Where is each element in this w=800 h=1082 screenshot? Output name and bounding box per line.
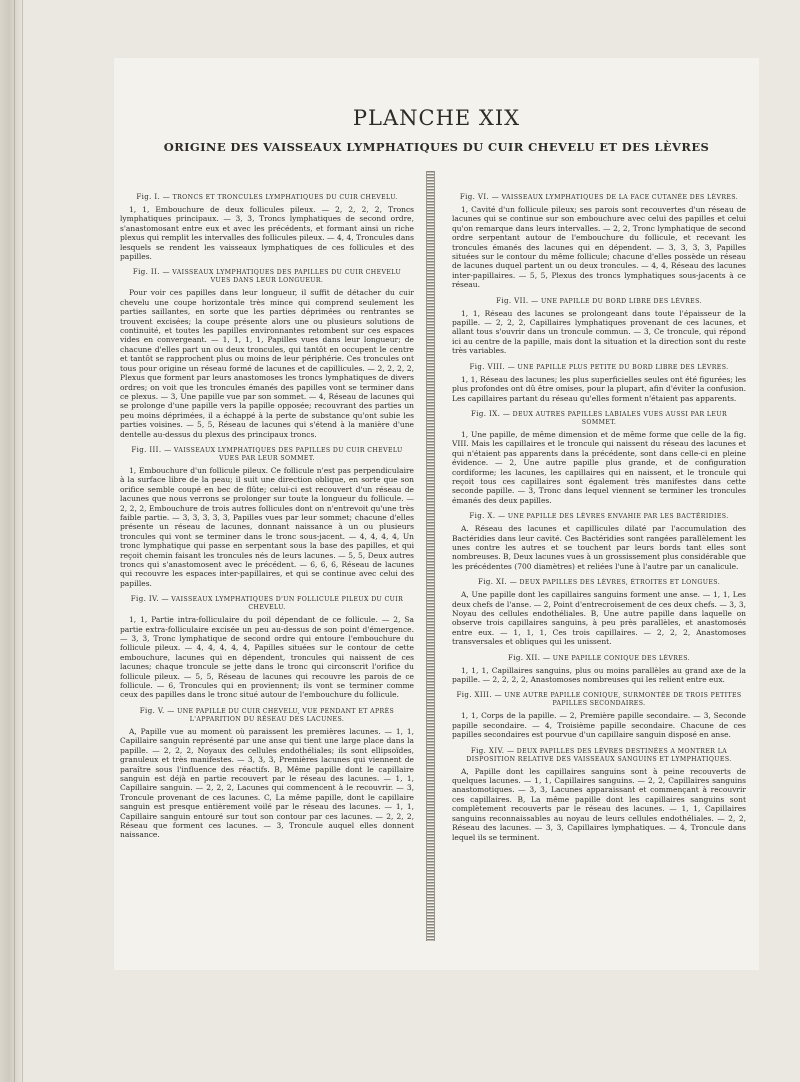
figure-heading xyxy=(124,446,410,463)
figure-description: A. Réseau des lacunes et capillicules dilaté par l'accumulation des Bactéridies dans leur cavité. Ces Bactéridies sont rangées parallèlement les unes contre les autres et se touchent par leurs bords tant elles sont nombreuses. B, Deux lacunes vues à un grossissement plus considérable que les précédentes (700 diamètres) et reliées l'une à l'autre par un canalicule. xyxy=(452,524,746,571)
figure-title: VAISSEAUX LYMPHATIQUES D'UN FOLLICULE PILEUX DU CUIR CHEVELU. xyxy=(171,596,404,612)
figure-description: A, Une papille dont les capillaires sanguins forment une anse. — 1, 1, Les deux chefs de l'anse. — 2, Point d'entrecroisement de ces deux chefs. — 3, 3, Noyau des cellules endothéliales. B, Une autre papille dans laquelle on observe trois capillaires sanguins, à peu près parallèles, et anastomosés entre eux. — 1, 1, 1, Ces trois capillaires. — 2, 2, 2, Anastomoses transversales et obliques qui les unissent. xyxy=(452,590,746,647)
figure-legend-section xyxy=(452,578,746,646)
figure-legend-section xyxy=(452,193,746,290)
figure-description: A, Papille dont les capillaires sanguins sont à peine recouverts de quelques lacunes. — 1, 1, Capillaires sanguins. — 2, 2, Capillaires sanguins anastomotiques. — 3, 3, Lacunes apparaissant et commençant à recouvrir ces capillaires. B, La même papille dont les capillaires sanguins sont complètement recouverts par le réseau des lacunes. — 1, 1, Capillaires sanguins reconnaissables au noyau de leurs cellules endothéliales. — 2, 2, Réseau des lacunes. — 3, 3, Capillaires lymphatiques. — 4, Troncule dans lequel ils se terminent. xyxy=(452,766,746,842)
figure-title: VAISSEAUX LYMPHATIQUES DE LA FACE CUTANÉE DES LÈVRES. xyxy=(501,194,739,201)
figure-title: TRONCS ET TRONCULES LYMPHATIQUES DU CUIR CHEVELU. xyxy=(172,194,398,201)
figure-title: UNE PAPILLE CONIQUE DES LÈVRES. xyxy=(552,654,691,662)
figure-number: Fig. VII. — xyxy=(496,296,539,305)
figure-legend-section xyxy=(452,410,746,505)
left-column xyxy=(120,193,414,968)
figure-number: Fig. XI. — xyxy=(477,578,518,587)
book-binding xyxy=(0,0,23,1082)
figure-description: Pour voir ces papilles dans leur longueur, il suffit de détacher du cuir chevelu une coupe horizontale très mince qui comprend seulement les parties saillantes, en sorte que les parties déprimées ou rentrantes se trouvent excisées; la coupe présente alors une ou plusieurs solutions de continuité, et toutes les papilles environnantes retombent sur ces espaces vides en convergeant. — 1, 1, 1, 1, Papilles vues dans leur longueur; de chacune d'elles part un ou deux troncules, qui tantôt en occupent le centre et tantôt se rapprochent plus ou moins de leur périphérie. Ces troncules ont tous pour origine un réseau formé de lacunes et de capillicules. — 2, 2, 2, 2, Plexus que forment par leurs anastomoses les troncs lymphatiques de divers ordres; on voit que les troncules émanés des papilles vont se terminer dans ce plexus. — 3, Une papille vue par son sommet. — 4, Réseau de lacunes qui se prolonge d'une papille vers la papille opposée; recouvrant des parties un peu moins déprimées, il a échappé à la perte de substance qu'ont subie les parties voisines. — 5, 5, Réseau de lacunes qui s'étend à la manière d'une dentelle au-dessus du plexus des principaux troncs. xyxy=(120,288,414,439)
figure-number: Fig. XIV. — xyxy=(470,746,515,755)
figure-description: 1, Cavité d'un follicule pileux; ses parois sont recouvertes d'un réseau de lacunes qui se continue sur son embouchure avec celui des papilles et celui qu'on remarque dans leurs intervalles. — 2, 2, Tronc lymphatique de second ordre serpentant autour de l'embouchure du follicule, et recevant les troncules émanés des lacunes qui en dépendent. — 3, 3, 3, 3, Papilles situées sur le contour du même follicule; chacune d'elles possède un réseau de lacunes duquel partent un ou deux troncules. — 4, 4, Réseau des lacunes inter-papillaires. — 5, 5, Plexus des troncs lymphatiques sous-jacents à ce réseau. xyxy=(452,205,746,290)
figure-title: DEUX PAPILLES DES LÈVRES DESTINÉES A MONTRER LA DISPOSITION RELATIVE DES VAISSEAUX SANGUINS ET LYMPHATIQUES. xyxy=(466,747,732,763)
figure-description: 1, Une papille, de même dimension et de même forme que celle de la fig. VIII. Mais les capillaires et le troncule qui naissent du réseau des lacunes et qui n'étaient pas apparents dans la précédente, sont dans celle-ci en pleine évidence. — 2, Une autre papille plus grande, et de configuration cordiforme; les lacunes, les capillaires qui en naissent, et le troncule qui reçoit tous ces capillaires sont également très manifestes dans cette seconde papille. — 3, Tronc dans lequel viennent se terminer les troncules émanés des deux papilles. xyxy=(452,429,746,505)
figure-legend-section xyxy=(452,747,746,842)
figure-number: Fig. II. — xyxy=(132,268,170,277)
page-subtitle: ORIGINE DES VAISSEAUX LYMPHATIQUES DU CUIR CHEVELU ET DES LÈVRES xyxy=(163,140,710,154)
figure-heading xyxy=(456,747,742,764)
figure-heading xyxy=(124,268,410,285)
figure-number: Fig. V. — xyxy=(139,706,175,715)
figure-description: 1, 1, Embouchure de deux follicules pileux. — 2, 2, 2, 2, Troncs lymphatiques principaux. — 3, 3, Troncs lymphatiques de second ordre, s'anastomosant entre eux et avec les précédents, et formant ainsi un riche plexus qui remplit les intervalles des follicules pileux. — 4, 4, Troncules dans lesquels se rendent les vaisseaux lymphatiques de ces follicules et des papilles. xyxy=(120,205,414,262)
figure-number: Fig. IV. — xyxy=(130,595,169,604)
figure-description: 1, 1, Réseau des lacunes; les plus superficielles seules ont été figurées; les plus profondes ont dû être omises, pour la plupart, afin d'éviter la confusion. Les capillaires partant du réseau qu'elles forment n'étaient pas apparents. xyxy=(452,374,746,403)
figure-title: UNE AUTRE PAPILLE CONIQUE, SURMONTÉE DE TROIS PETITES PAPILLES SECONDAIRES. xyxy=(504,692,742,708)
figure-heading xyxy=(456,512,742,521)
figure-legend-section xyxy=(452,691,746,739)
figure-description: 1, Embouchure d'un follicule pileux. Ce follicule n'est pas perpendiculaire à la surface libre de la peau; il suit une direction oblique, en sorte que son orifice semble coupé en bec de flûte; celui-ci est recouvert d'un réseau de lacunes que nous verrons se prolonger sur toute la longueur du follicule. — 2, 2, 2, Embouchure de trois autres follicules dont on n'entrevoit qu'une très faible partie. — 3, 3, 3, 3, 3, Papilles vues par leur sommet; chacune d'elles présente un réseau de lacunes, donnant naissance à un ou plusieurs troncules qui vont se terminer dans le tronc sous-jacent. — 4, 4, 4, 4, Un tronc lymphatique qui passe en serpentant sous la base des papilles, et qui reçoit chemin faisant les troncules nés de leurs lacunes. — 5, 5, Deux autres troncs qui s'anastomosent avec le précédent. — 6, 6, 6, Réseau de lacunes qui recouvre les espaces inter-papillaires, et qui se continue avec celui des papilles. xyxy=(120,465,414,588)
figure-legend-section xyxy=(452,654,746,685)
figure-number: Fig. VIII. — xyxy=(469,362,516,371)
figure-legend-section xyxy=(120,595,414,700)
figure-heading xyxy=(456,654,742,663)
figure-heading xyxy=(124,193,410,202)
figure-title: VAISSEAUX LYMPHATIQUES DES PAPILLES DU CUIR CHEVELU VUES PAR LEUR SOMMET. xyxy=(173,446,403,462)
figure-legend-section xyxy=(120,446,414,588)
figure-legend-section xyxy=(120,193,414,261)
figure-number: Fig. IX. — xyxy=(471,409,511,418)
figure-description: 1, 1, Partie intra-folliculaire du poil dépendant de ce follicule. — 2, Sa partie extra-folliculaire excisée un peu au-dessus de son point d'émergence. — 3, 3, Tronc lymphatique de second ordre qui entoure l'embouchure du follicule pileux. — 4, 4, 4, 4, 4, Papilles situées sur le contour de cette embouchure, lacunes qui en dépendent, troncules qui naissent de ces lacunes; chaque troncule se jette dans le tronc qui circonscrit l'orifice du follicule pileux. — 5, 5, Réseau de lacunes qui recouvre les parois de ce follicule. — 6, Troncules qui en proviennent; ils vont se terminer comme ceux des papilles dans le tronc situé autour de l'embouchure du follicule. xyxy=(120,615,414,700)
figure-heading xyxy=(456,363,742,372)
figure-number: Fig. X. — xyxy=(469,512,506,521)
figure-legend-section xyxy=(452,512,746,571)
figure-number: Fig. XII. — xyxy=(507,653,551,662)
figure-legend-section xyxy=(120,268,414,439)
figure-heading xyxy=(456,297,742,306)
figure-heading xyxy=(456,193,742,202)
figure-heading xyxy=(456,691,742,708)
figure-legend-section xyxy=(120,707,414,840)
figure-title: UNE PAPILLE DES LÈVRES ENVAHIE PAR LES BACTÉRIDIES. xyxy=(507,513,729,521)
right-column xyxy=(452,193,746,968)
figure-heading xyxy=(124,707,410,724)
figure-title: VAISSEAUX LYMPHATIQUES DES PAPILLES DU CUIR CHEVELU VUES DANS LEUR LONGUEUR. xyxy=(172,269,402,285)
figure-description: 1, 1, Corps de la papille. — 2, Première papille secondaire. — 3, Seconde papille secondaire. — 4, Troisième papille secondaire. Chacune de ces papilles secondaires est pourvue d'un capillaire sanguin disposé en anse. xyxy=(452,711,746,740)
figure-heading xyxy=(124,595,410,612)
figure-legend-section xyxy=(452,363,746,403)
figure-description: 1, 1, 1, Capillaires sanguins, plus ou moins parallèles au grand axe de la papille. — 2, 2, 2, 2, Anastomoses nombreuses qui les relient entre eux. xyxy=(452,665,746,685)
figure-title: UNE PAPILLE DU BORD LIBRE DES LÈVRES. xyxy=(540,297,702,305)
figure-title: UNE PAPILLE DU CUIR CHEVELU, VUE PENDANT ET APRÈS L'APPARITION DU RÉSEAU DES LACUNES. xyxy=(177,707,395,723)
figure-legend-section xyxy=(452,297,746,356)
figure-heading xyxy=(456,410,742,427)
figure-description: A, Papille vue au moment où paraissent les premières lacunes. — 1, 1, Capillaire sanguin représenté par une anse qui tient une large place dans la papille. — 2, 2, 2, Noyaux des cellules endothéliales; ils sont ellipsoïdes, granuleux et très manifestes. — 3, 3, 3, Premières lacunes qui viennent de paraître sous l'influence des réactifs. B, Même papille dont le capillaire sanguin est déjà en partie recouvert par le réseau des lacunes. — 1, 1, Capillaire sanguin. — 2, 2, 2, Lacunes qui commencent à le recouvrir. — 3, Troncule provenant de ces lacunes. C, La même papille, dont le capillaire sanguin est presque entièrement voilé par le réseau des lacunes. — 1, 1, Capillaire sanguin entouré sur tout son contour par ces lacunes. — 2, 2, 2, Réseau que forment ces lacunes. — 3, Troncule auquel elles donnent naissance. xyxy=(120,726,414,840)
figure-title: UNE PAPILLE PLUS PETITE DU BORD LIBRE DES LÈVRES. xyxy=(517,363,729,371)
figure-heading xyxy=(456,578,742,587)
figure-title: DEUX PAPILLES DES LÈVRES, ÉTROITES ET LONGUES. xyxy=(519,579,721,587)
binding-line xyxy=(14,0,15,1082)
page-title: PLANCHE XIX xyxy=(352,106,521,130)
column-divider-ornament xyxy=(426,171,435,941)
figure-number: Fig. I. — xyxy=(136,193,171,201)
figure-number: Fig. III. — xyxy=(131,445,172,454)
figure-description: 1, 1, Réseau des lacunes se prolongeant dans toute l'épaisseur de la papille. — 2, 2, 2, Capillaires lymphatiques provenant de ces lacunes, et allant tous s'ouvrir dans un troncule commun. — 3, Ce troncule, qui répond ici au centre de la papille, mais dont la situation et la direction sont du reste très variables. xyxy=(452,308,746,356)
figure-number: Fig. VI. — xyxy=(459,193,500,201)
plate-page xyxy=(114,58,759,970)
figure-title: DEUX AUTRES PAPILLES LABIALES VUES AUSSI PAR LEUR SOMMET. xyxy=(512,410,727,426)
figure-number: Fig. XIII. — xyxy=(456,691,502,700)
